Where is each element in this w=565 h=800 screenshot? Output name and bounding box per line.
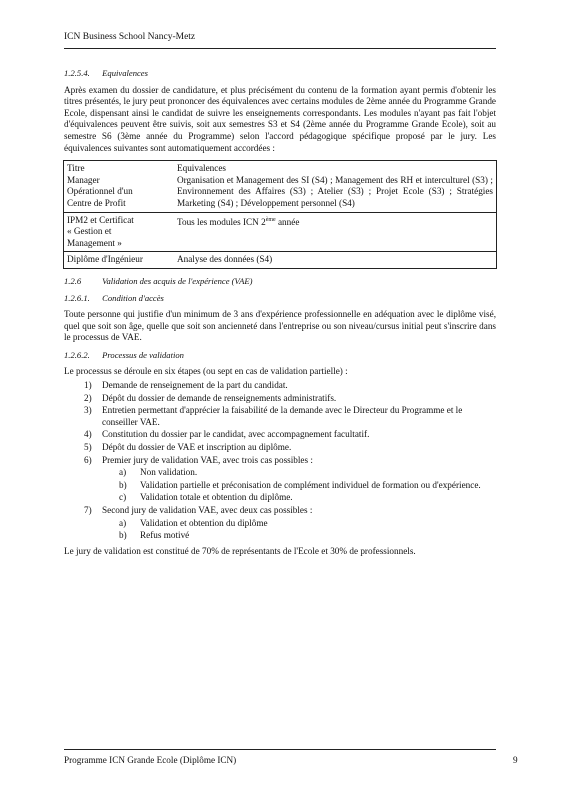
- cell-line: Manager: [67, 174, 100, 185]
- item-text: Dépôt du dossier de VAE et inscription au diplôme.: [102, 442, 292, 453]
- cell-line: Titre: [67, 163, 85, 174]
- page-number: 9: [513, 755, 518, 765]
- footer-title: Programme ICN Grande Ecole (Diplôme ICN): [64, 755, 237, 765]
- item-number: 5): [84, 442, 92, 453]
- item-text: Refus motivé: [140, 530, 190, 541]
- table-cell-title: [64, 212, 175, 252]
- table-row: [64, 252, 497, 269]
- equivalences-table: [63, 160, 497, 269]
- cell-line: IPM2 et Certificat: [67, 214, 134, 225]
- item-number: 1): [84, 380, 92, 391]
- jury-paragraph: Le jury de validation est constitué de 70% de représentants de l'Ecole et 30% de professionnels.: [64, 545, 416, 556]
- sub-list-item: [102, 492, 496, 504]
- sub-list: [102, 518, 496, 542]
- sub-list-item: [102, 518, 496, 530]
- item-number: 7): [84, 505, 92, 515]
- processus-intro: Le processus se déroule en six étapes (ou sept en cas de validation partielle) :: [64, 366, 348, 377]
- table-row: [64, 161, 497, 212]
- section-number: 1.2.6: [64, 275, 82, 286]
- item-text: Constitution du dossier par le candidat, avec accompagnement facultatif.: [102, 429, 370, 440]
- item-letter: a): [119, 467, 127, 478]
- superscript: ème: [265, 216, 276, 223]
- item-number: 2): [84, 392, 92, 403]
- item-letter: a): [119, 517, 127, 528]
- item-letter: b): [119, 530, 127, 541]
- section-title: Processus de validation: [102, 349, 184, 360]
- item-letter: b): [119, 479, 127, 490]
- cell-line: Centre de Profit: [67, 197, 126, 208]
- item-number: 6): [84, 454, 92, 465]
- sub-list-item: [102, 467, 496, 479]
- section-heading-vae: [64, 276, 496, 288]
- list-item: [64, 393, 496, 405]
- cell-text: Tous les modules ICN 2: [177, 216, 266, 227]
- list-item: [64, 429, 496, 441]
- page-content: [64, 68, 496, 563]
- list-item: [64, 442, 496, 454]
- header-rule: [64, 48, 496, 49]
- table-cell-title: [64, 161, 175, 212]
- condition-paragraph: Toute personne qui justifie d'un minimum de 3 ans d'expérience professionnelle en adéquation avec le diplôme visé, quel que soit son âge, quelle que soit son ancienneté dans l'entreprise ou son niveau/cursus initial peut s'inscrire dans le processus de VAE.: [64, 309, 496, 343]
- section-heading-condition: [64, 293, 496, 305]
- item-text: Entretien permettant d'apprécier la faisabilité de la demande avec le Directeur du Programme et le conseiller VAE.: [102, 405, 463, 427]
- section-number: 1.2.5.4.: [64, 68, 90, 78]
- section-title: Condition d'accès: [102, 292, 164, 303]
- item-text: Demande de renseignement de la part du candidat.: [102, 380, 288, 391]
- cell-line: Organisation et Management des SI (S4) ; Management des RH et interculturel (S3) ; Environnement des Affaires (S3) ; Atelier (S3) ; Projet Ecole (S3) ; Stratégies Marketing (S4) ; Développement personnel (S4): [177, 174, 493, 208]
- item-text: Non validation.: [140, 467, 198, 478]
- cell-line: Opérationnel d'un: [67, 186, 133, 197]
- list-item: [64, 505, 496, 542]
- table-row: [64, 212, 497, 252]
- list-item: [64, 455, 496, 504]
- item-letter: c): [119, 492, 127, 503]
- sub-list: [102, 467, 496, 504]
- table-cell-equivalence: Analyse des données (S4): [174, 252, 497, 269]
- cell-line: Management »: [67, 237, 122, 248]
- section-number: 1.2.6.2.: [64, 349, 90, 360]
- footer-rule: [64, 749, 496, 750]
- item-text: Premier jury de validation VAE, avec trois cas possibles :: [102, 454, 313, 465]
- table-cell-title: Diplôme d'Ingénieur: [64, 252, 175, 269]
- section-heading-equivalences: [64, 68, 496, 80]
- item-text: Second jury de validation VAE, avec deux cas possibles :: [102, 505, 313, 515]
- section-title: Equivalences: [102, 68, 148, 78]
- item-text: Dépôt du dossier de demande de renseignements administratifs.: [102, 392, 337, 403]
- cell-line: Equivalences: [177, 163, 226, 174]
- cell-line: « Gestion et: [67, 226, 112, 237]
- sub-list-item: [102, 530, 496, 542]
- cell-text: année: [275, 216, 300, 227]
- section-number: 1.2.6.1.: [64, 292, 90, 303]
- list-item: [64, 405, 496, 428]
- item-number: 4): [84, 429, 92, 440]
- item-text: Validation et obtention du diplôme: [140, 517, 268, 528]
- equivalences-paragraph: Après examen du dossier de candidature, et plus précisément du contenu de la formation ayant permis d'obtenir les titres présentés, le jury peut prononcer des équivalences avec certains modules de 2ème année du Programme Grande Ecole, dispensant ainsi le candidat de suivre les enseignements correspondants. Les modules n'ayant pas fait l'objet d'équivalences peuvent être suivis, soit aux semestres S3 et S4 (2ème année du Programme Grande Ecole), soit au semestre S6 (3ème année du Programme) selon l'accord pédagogique spécifique proposé par le jury. Les équivalences suivantes sont automatiquement accordées :: [64, 84, 496, 153]
- table-cell-equivalence: [174, 212, 497, 252]
- header-title: ICN Business School Nancy-Metz: [64, 32, 196, 42]
- item-number: 3): [84, 405, 92, 416]
- section-title: Validation des acquis de l'expérience (VAE): [102, 275, 253, 286]
- item-text: Validation partielle et préconisation de complément individuel de formation ou d'expérience.: [140, 479, 481, 490]
- section-heading-processus: [64, 350, 496, 362]
- sub-list-item: [102, 480, 496, 492]
- table-cell-equivalence: [174, 161, 497, 212]
- list-item: [64, 380, 496, 392]
- process-steps-list: [64, 380, 496, 542]
- item-text: Validation totale et obtention du diplôme.: [140, 492, 293, 503]
